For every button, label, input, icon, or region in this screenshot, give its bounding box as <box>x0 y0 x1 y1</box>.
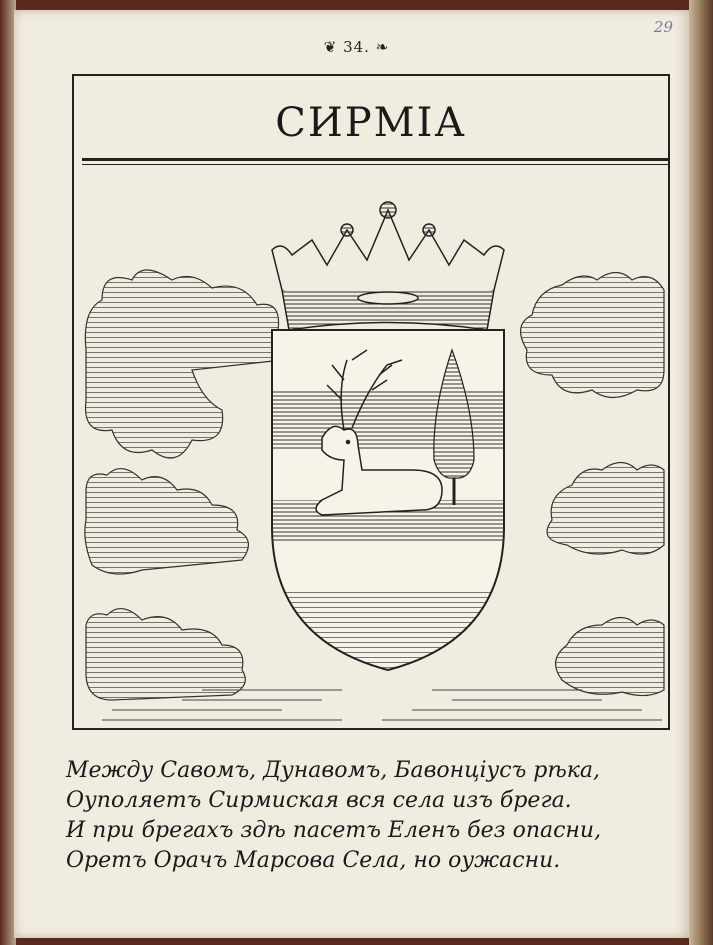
page-edge <box>689 0 713 945</box>
ornament-right-icon: ❧ <box>375 38 390 56</box>
verse-line-1: Между Савомъ, Дунавомъ, Бавонціусъ рѣка, <box>66 758 601 783</box>
verse-line-4: Оретъ Орачъ Марсова Села, но оужасни. <box>66 848 561 873</box>
crown <box>272 202 504 330</box>
engraving-frame <box>72 74 670 730</box>
cloud-right-middle <box>547 463 664 555</box>
coat-of-arms-illustration <box>82 170 668 726</box>
cloud-left-top <box>85 270 288 458</box>
folio-number: 34. <box>343 38 370 56</box>
title-rule-thin <box>82 164 668 165</box>
cloud-right-top <box>521 273 664 398</box>
verse-line-3: И при брегахъ здѣ пасетъ Еленъ без опасни, <box>66 818 602 843</box>
cloud-right-bottom <box>556 618 664 696</box>
cloud-left-bottom <box>86 609 245 700</box>
handwritten-page-number: 29 <box>653 18 673 36</box>
title-panel <box>74 76 668 158</box>
verse-line-2: Оуполяетъ Сирмиская вся села изъ брега. <box>66 788 572 813</box>
ornament-left-icon: ❦ <box>323 38 344 56</box>
cloud-left-middle <box>85 469 249 574</box>
folio-header <box>0 38 713 56</box>
page-title: СИРМІА <box>275 100 467 146</box>
title-rule <box>82 158 668 161</box>
